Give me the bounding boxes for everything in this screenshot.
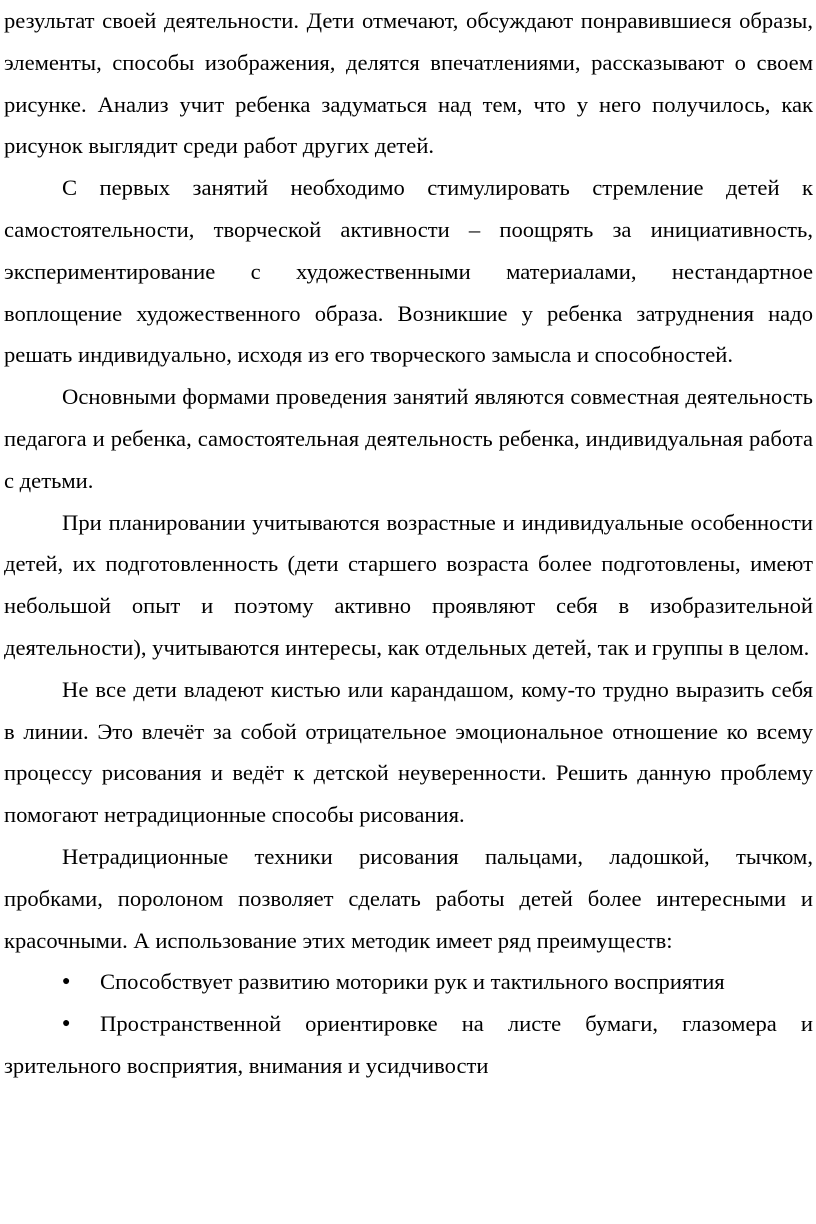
- paragraph: Основными формами проведения занятий являются совместная деятельность педагога и ребенка, самостоятельная деятельность ребенка, индивидуальная работа с детьми.: [4, 384, 813, 493]
- list-item: [4, 961, 813, 1003]
- bullet-icon: ●: [62, 1016, 71, 1032]
- paragraph: С первых занятий необходимо стимулировать стремление детей к самостоятельности, творческой активности – поощрять за инициативность, экспериментирование с художественными материалами, нестандартное воплощение художественного образа. Возникшие у ребенка затруднения надо решать индивидуально, исходя из его творческого замысла и способностей.: [4, 175, 813, 368]
- paragraph: Не все дети владеют кистью или карандашом, кому-то трудно выразить себя в линии. Это влечёт за собой отрицательное эмоциональное отношение ко всему процессу рисования и ведёт к детской неуверенности. Решить данную проблему помогают нетрадиционные способы рисования.: [4, 676, 813, 828]
- paragraph: Нетрадиционные техники рисования пальцами, ладошкой, тычком, пробками, поролоном позволяет сделать работы детей более интересными и красочными. А использование этих методик имеет ряд преимуществ:: [4, 843, 813, 953]
- paragraph: При планировании учитываются возрастные и индивидуальные особенности детей, их подготовленность (дети старшего возраста более подготовлены, имеют небольшой опыт и поэтому активно проявляют себя в изобразительной деятельности), учитываются интересы, как отдельных детей, так и группы в целом.: [4, 509, 813, 660]
- bullet-icon: ●: [62, 974, 71, 990]
- list-item: [4, 1003, 813, 1087]
- bullet-list: [4, 961, 813, 1086]
- list-item-text: Пространственной ориентировке на листе бумаги, глазомера и зрительного восприятия, внимания и усидчивости: [4, 1011, 813, 1078]
- list-item-text: Способствует развитию моторики рук и тактильного восприятия: [100, 969, 725, 995]
- paragraph-continuation: результат своей деятельности. Дети отмечают, обсуждают понравившиеся образы, элементы, способы изображения, делятся впечатлениями, рассказывают о своем рисунке. Анализ учит ребенка задуматься над тем, что у него получилось, как рисунок выглядит среди работ других детей.: [4, 8, 813, 159]
